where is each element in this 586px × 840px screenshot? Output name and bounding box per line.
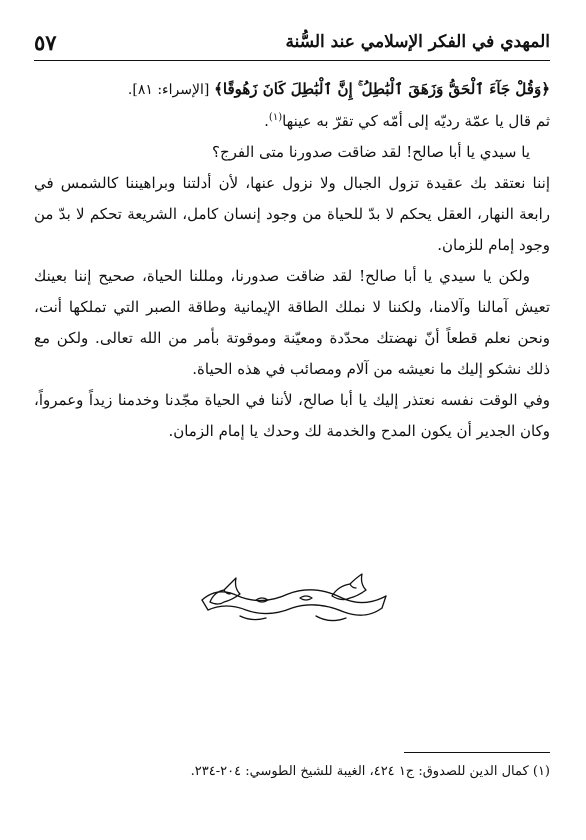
quran-citation: [الإسراء: ٨١]. xyxy=(127,82,210,98)
paragraph-end: . xyxy=(264,112,269,130)
quran-verse-line xyxy=(34,74,550,106)
footnote-number: (١) xyxy=(532,764,550,779)
paragraph: يا سيدي يا أبا صالح! لقد ضاقت صدورنا متى الفرج؟ xyxy=(211,143,530,161)
footnote-text: كمال الدين للصدوق: ج١ ٤٢٤، الغيبة للشيخ الطوسي: ٢٠٤-٢٣٤. xyxy=(190,764,529,779)
paragraph xyxy=(34,106,550,137)
footnote-divider xyxy=(404,752,550,753)
doves-ornament-icon xyxy=(196,572,392,628)
page-number: ٥٧ xyxy=(34,30,57,55)
paragraph-text: ثم قال يا عمّة رديّه إلى أمّه كي تقرّ به عينها xyxy=(282,112,550,130)
footnote xyxy=(34,760,550,784)
quran-close-brace: ﴾ xyxy=(214,80,223,98)
quran-verse: وَقُلْ جَآءَ ٱلْحَقُّ وَزَهَقَ ٱلْبَٰطِلُ ۚ إِنَّ ٱلْبَٰطِلَ كَانَ زَهُوقًا xyxy=(222,80,542,98)
quran-open-brace: ﴿ xyxy=(541,80,550,98)
page-header xyxy=(34,30,550,61)
paragraph: وفي الوقت نفسه نعتذر إليك يا أبا صالح، لأننا في الحياة مجّدنا وخدمنا زيداً وعمرواً، وكان الجدير أن يكون المدح والخدمة لك وحدك يا إمام الزمان. xyxy=(34,391,550,440)
running-title: المهدي في الفكر الإسلامي عند السُّنة xyxy=(285,32,550,52)
paragraph: ولكن يا سيدي يا أبا صالح! لقد ضاقت صدورنا، ومللنا الحياة، صحيح إننا بعينك تعيش آمالنا وآلامنا، ولكننا لا نملك الطاقة الإيمانية وطاقة الصبر التي تملكها أنت، ونحن نعلم قطعاً أنّ نهضتك محدّدة ومعيّنة وموقوتة بأمر من الله تعالى. ولكن مع ذلك نشكو إليك ما نعيشه من آلام ومصائب في هذه الحياة. xyxy=(34,267,550,378)
paragraph: إننا نعتقد بك عقيدة تزول الجبال ولا نزول عنها، لأن أدلتنا وبراهيننا كالشمس في رابعة النهار، العقل يحكم لا بدّ للحياة من وجود إنسان كامل، الشريعة تحكم لا بدّ من وجود إمام للزمان. xyxy=(34,174,550,254)
body-text xyxy=(34,74,550,447)
footnote-reference[interactable]: (١) xyxy=(268,112,283,123)
